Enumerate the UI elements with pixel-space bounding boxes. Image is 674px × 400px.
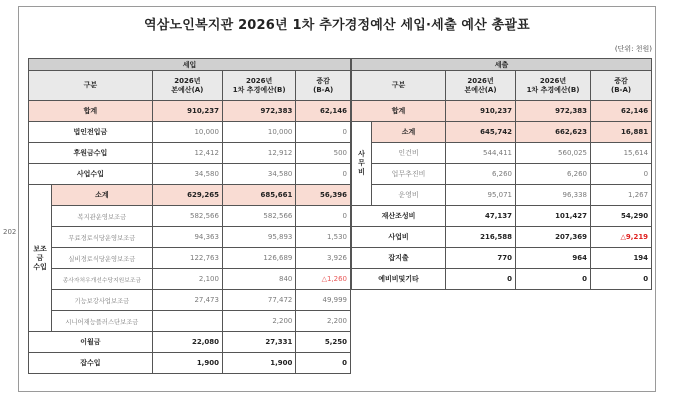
table-row bbox=[29, 290, 351, 311]
table-row bbox=[29, 332, 351, 353]
side-number: 202 bbox=[3, 228, 17, 236]
cell-supp: 662,623 bbox=[516, 122, 591, 143]
unit-label: (단위: 천원) bbox=[614, 45, 652, 53]
row-label: 업무추진비 bbox=[372, 164, 446, 185]
row-label: 인건비 bbox=[372, 143, 446, 164]
cell-supp: 6,260 bbox=[516, 164, 591, 185]
cell-base: 95,071 bbox=[446, 185, 516, 206]
expense-col-diff: 증감 (B-A) bbox=[591, 71, 652, 101]
cell-diff: 2,200 bbox=[296, 311, 351, 332]
cell-base: 582,566 bbox=[152, 206, 222, 227]
cell-supp: 12,912 bbox=[222, 143, 295, 164]
table-row bbox=[29, 248, 351, 269]
cell-base: 94,363 bbox=[152, 227, 222, 248]
cell-diff: 16,881 bbox=[591, 122, 652, 143]
expense-total-base: 910,237 bbox=[446, 101, 516, 122]
table-row bbox=[29, 164, 351, 185]
revenue-total-label: 합계 bbox=[29, 101, 153, 122]
cell-diff-negative: △1,260 bbox=[296, 269, 351, 290]
cell-supp: 582,566 bbox=[222, 206, 295, 227]
cell-diff: 49,999 bbox=[296, 290, 351, 311]
cell-base: 216,588 bbox=[446, 227, 516, 248]
expense-total-diff: 62,146 bbox=[591, 101, 652, 122]
cell-diff: 3,926 bbox=[296, 248, 351, 269]
row-label: 종사자처우개선수당지원보조금 bbox=[52, 269, 153, 290]
cell-diff: 194 bbox=[591, 248, 652, 269]
cell-base: 34,580 bbox=[152, 164, 222, 185]
cell-supp: 840 bbox=[222, 269, 295, 290]
table-row bbox=[29, 206, 351, 227]
cell-diff: 0 bbox=[591, 164, 652, 185]
row-label: 소계 bbox=[372, 122, 446, 143]
revenue-col-diff: 증감 (B-A) bbox=[296, 71, 351, 101]
table-row bbox=[352, 227, 652, 248]
expense-total-label: 합계 bbox=[352, 101, 446, 122]
cell-base: 27,473 bbox=[152, 290, 222, 311]
cell-diff: 0 bbox=[591, 269, 652, 290]
row-label: 후원금수입 bbox=[29, 143, 153, 164]
cell-supp: 77,472 bbox=[222, 290, 295, 311]
cell-supp: 560,025 bbox=[516, 143, 591, 164]
row-label: 재산조성비 bbox=[352, 206, 446, 227]
cell-base: 629,265 bbox=[152, 185, 222, 206]
row-label: 잡수입 bbox=[29, 353, 153, 374]
table-row bbox=[352, 269, 652, 290]
expense-total-row bbox=[352, 101, 652, 122]
cell-base bbox=[152, 311, 222, 332]
revenue-total-diff: 62,146 bbox=[296, 101, 351, 122]
subsidy-group-label: 보조금 수입 bbox=[29, 185, 52, 332]
table-row bbox=[352, 185, 652, 206]
cell-base: 122,763 bbox=[152, 248, 222, 269]
cell-base: 2,100 bbox=[152, 269, 222, 290]
cell-supp: 10,000 bbox=[222, 122, 295, 143]
cell-diff: 0 bbox=[296, 164, 351, 185]
table-row bbox=[352, 164, 652, 185]
row-label: 사업비 bbox=[352, 227, 446, 248]
cell-base: 1,900 bbox=[152, 353, 222, 374]
row-label: 예비비및기타 bbox=[352, 269, 446, 290]
cell-diff: 0 bbox=[296, 122, 351, 143]
revenue-total-row bbox=[29, 101, 351, 122]
revenue-col-base: 2026년 본예산(A) bbox=[152, 71, 222, 101]
cell-base: 6,260 bbox=[446, 164, 516, 185]
cell-diff: 1,267 bbox=[591, 185, 652, 206]
cell-base: 12,412 bbox=[152, 143, 222, 164]
cell-diff: 56,396 bbox=[296, 185, 351, 206]
expense-table bbox=[351, 58, 652, 290]
cell-supp: 207,369 bbox=[516, 227, 591, 248]
table-row bbox=[29, 122, 351, 143]
cell-diff: 0 bbox=[296, 206, 351, 227]
cell-base: 10,000 bbox=[152, 122, 222, 143]
table-row bbox=[29, 227, 351, 248]
cell-supp: 0 bbox=[516, 269, 591, 290]
expense-col-category: 구분 bbox=[352, 71, 446, 101]
cell-base: 47,137 bbox=[446, 206, 516, 227]
office-group-label: 사 무 비 bbox=[352, 122, 372, 206]
row-label: 잡지출 bbox=[352, 248, 446, 269]
revenue-col-category: 구분 bbox=[29, 71, 153, 101]
cell-diff: 15,614 bbox=[591, 143, 652, 164]
row-label: 복지관운영보조금 bbox=[52, 206, 153, 227]
page-title: 역삼노인복지관 2026년 1차 추가경정예산 세입·세출 예산 총괄표 bbox=[144, 18, 530, 33]
cell-diff: 54,290 bbox=[591, 206, 652, 227]
cell-base: 22,080 bbox=[152, 332, 222, 353]
row-label: 무료경로식당운영보조금 bbox=[52, 227, 153, 248]
table-row bbox=[352, 248, 652, 269]
row-label: 기능보강사업보조금 bbox=[52, 290, 153, 311]
cell-supp: 964 bbox=[516, 248, 591, 269]
cell-supp: 27,331 bbox=[222, 332, 295, 353]
office-subtotal-row bbox=[352, 122, 652, 143]
table-row bbox=[29, 353, 351, 374]
cell-base: 770 bbox=[446, 248, 516, 269]
row-label: 법인전입금 bbox=[29, 122, 153, 143]
revenue-total-supp: 972,383 bbox=[222, 101, 295, 122]
cell-supp: 1,900 bbox=[222, 353, 295, 374]
cell-supp: 126,689 bbox=[222, 248, 295, 269]
cell-supp: 101,427 bbox=[516, 206, 591, 227]
cell-diff-negative: △9,219 bbox=[591, 227, 652, 248]
row-label: 실비경로식당운영보조금 bbox=[52, 248, 153, 269]
cell-diff: 5,250 bbox=[296, 332, 351, 353]
subsidy-subtotal-row bbox=[29, 185, 351, 206]
revenue-total-base: 910,237 bbox=[152, 101, 222, 122]
row-label: 운영비 bbox=[372, 185, 446, 206]
cell-supp: 95,893 bbox=[222, 227, 295, 248]
table-row bbox=[352, 206, 652, 227]
cell-supp: 34,580 bbox=[222, 164, 295, 185]
cell-diff: 1,530 bbox=[296, 227, 351, 248]
revenue-col-supp: 2026년 1차 추경예산(B) bbox=[222, 71, 295, 101]
revenue-table bbox=[28, 58, 351, 374]
expense-total-supp: 972,383 bbox=[516, 101, 591, 122]
revenue-header: 세입 bbox=[29, 59, 351, 71]
table-row bbox=[29, 143, 351, 164]
cell-base: 0 bbox=[446, 269, 516, 290]
cell-supp: 2,200 bbox=[222, 311, 295, 332]
expense-header: 세출 bbox=[352, 59, 652, 71]
cell-supp: 685,661 bbox=[222, 185, 295, 206]
table-row bbox=[29, 311, 351, 332]
cell-base: 645,742 bbox=[446, 122, 516, 143]
row-label: 이월금 bbox=[29, 332, 153, 353]
cell-base: 544,411 bbox=[446, 143, 516, 164]
cell-diff: 0 bbox=[296, 353, 351, 374]
row-label: 소계 bbox=[52, 185, 153, 206]
row-label: 시니어재능플러스단보조금 bbox=[52, 311, 153, 332]
expense-col-supp: 2026년 1차 추경예산(B) bbox=[516, 71, 591, 101]
table-row bbox=[352, 143, 652, 164]
cell-supp: 96,338 bbox=[516, 185, 591, 206]
table-row bbox=[29, 269, 351, 290]
cell-diff: 500 bbox=[296, 143, 351, 164]
row-label: 사업수입 bbox=[29, 164, 153, 185]
expense-col-base: 2026년 본예산(A) bbox=[446, 71, 516, 101]
